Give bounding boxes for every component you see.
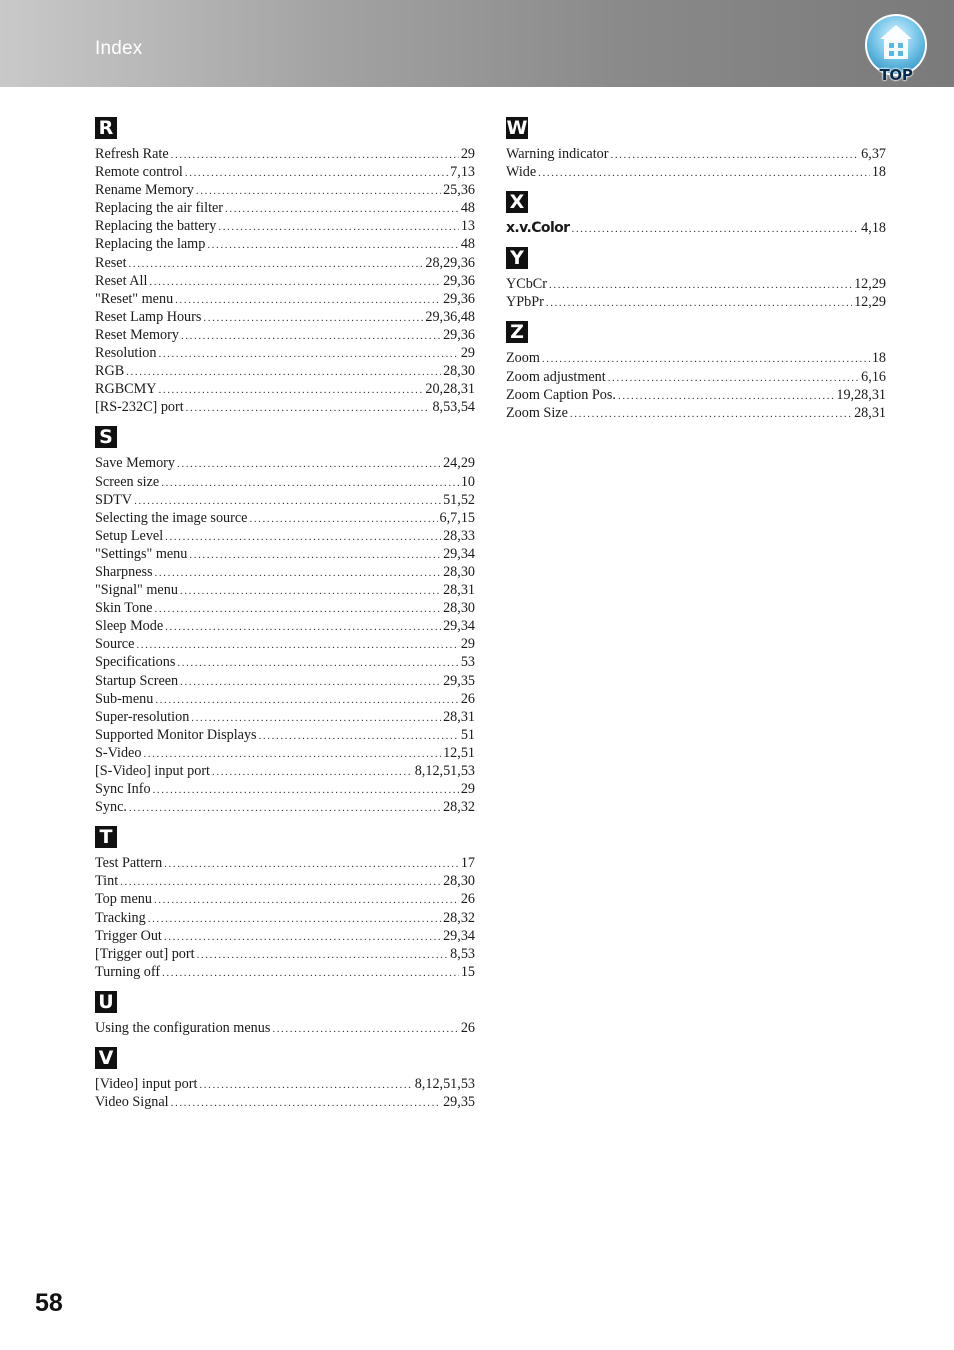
dot-leader <box>203 309 423 327</box>
dot-leader <box>153 781 459 799</box>
entry-term: Test Pattern <box>95 855 163 872</box>
dot-leader <box>164 855 459 873</box>
entry-pages[interactable]: 29,35 <box>443 672 475 689</box>
entry-pages[interactable]: 7,13 <box>450 164 475 181</box>
entry-pages[interactable]: 28,31 <box>443 708 475 725</box>
index-entry[interactable] <box>95 308 475 326</box>
entry-term: YCbCr <box>506 276 547 293</box>
index-column-right <box>506 115 886 430</box>
dot-leader <box>191 709 441 727</box>
index-entry[interactable] <box>95 272 475 290</box>
index-entry[interactable] <box>95 635 475 653</box>
entry-term: Using the configuration menus <box>95 1019 271 1036</box>
entry-pages[interactable]: 25,36 <box>443 182 475 199</box>
entry-term: YPbPr <box>506 294 544 311</box>
entry-pages[interactable]: 28,30 <box>443 363 475 380</box>
dot-leader <box>185 164 448 182</box>
entry-pages[interactable]: 28,30 <box>443 563 475 580</box>
section-letter: T <box>95 826 117 848</box>
entry-pages[interactable]: 18 <box>871 164 886 181</box>
entry-pages[interactable]: 29 <box>460 781 475 798</box>
entry-term: [Video] input port <box>95 1076 198 1093</box>
index-entry[interactable] <box>95 599 475 617</box>
index-entry[interactable] <box>95 872 475 890</box>
entry-term: Skin Tone <box>95 600 153 617</box>
index-entry[interactable] <box>95 344 475 362</box>
entry-term: Wide <box>506 164 537 181</box>
index-section-w <box>506 115 886 181</box>
entry-term: Specifications <box>95 654 176 671</box>
entry-pages[interactable]: 29,35 <box>443 1094 475 1111</box>
index-entry[interactable] <box>506 293 886 311</box>
entry-term: Screen size <box>95 473 160 490</box>
index-entry[interactable] <box>95 545 475 563</box>
index-entry[interactable] <box>506 145 886 163</box>
index-section-y <box>506 245 886 311</box>
entry-pages[interactable]: 53 <box>460 654 475 671</box>
index-entry[interactable] <box>95 927 475 945</box>
entry-pages[interactable]: 26 <box>460 1019 475 1036</box>
entry-pages[interactable]: 29,36,48 <box>425 308 475 325</box>
entry-term: [S-Video] input port <box>95 763 210 779</box>
index-entry[interactable] <box>95 798 475 816</box>
index-column-left <box>95 115 475 1119</box>
entry-pages[interactable]: 8,12,51,53 <box>414 1076 475 1093</box>
index-entry[interactable] <box>95 780 475 798</box>
index-entry[interactable] <box>95 617 475 635</box>
dot-leader <box>154 600 441 618</box>
index-entry[interactable] <box>95 653 475 671</box>
index-entry[interactable] <box>95 744 475 762</box>
section-letter: W <box>506 117 528 139</box>
dot-leader <box>171 146 459 164</box>
entry-term: Replacing the battery <box>95 218 217 235</box>
dot-leader <box>136 636 458 654</box>
dot-leader <box>175 291 441 309</box>
index-entry[interactable] <box>95 527 475 545</box>
index-entry[interactable] <box>95 199 475 217</box>
dot-leader <box>129 799 441 817</box>
dot-leader <box>134 492 441 510</box>
dot-leader <box>618 387 834 405</box>
entry-term: Turning off <box>95 963 161 980</box>
entry-term: Reset Lamp Hours <box>95 308 202 325</box>
entry-pages[interactable]: 29 <box>460 345 475 362</box>
index-entry[interactable] <box>95 362 475 380</box>
entry-pages[interactable]: 28,30 <box>443 873 475 890</box>
section-letter: S <box>95 426 117 448</box>
index-entry[interactable] <box>95 890 475 908</box>
entry-term: Selecting the image source <box>95 509 248 526</box>
entry-pages[interactable]: 29,36 <box>443 290 475 307</box>
dot-leader <box>177 654 458 672</box>
entry-term: RGBCMY <box>95 381 157 398</box>
entry-pages[interactable]: 29,34 <box>443 927 475 944</box>
entry-term: "Reset" menu <box>95 290 174 307</box>
entry-term: Top menu <box>95 891 152 908</box>
dot-leader <box>189 546 441 564</box>
entry-pages[interactable]: 28,32 <box>443 799 475 816</box>
entry-term: Setup Level <box>95 527 164 544</box>
dot-leader <box>162 964 459 982</box>
dot-leader <box>212 763 413 781</box>
dot-leader <box>249 510 437 528</box>
index-entry[interactable] <box>95 473 475 491</box>
dot-leader <box>207 236 458 254</box>
entry-term: [Trigger out] port <box>95 945 195 962</box>
entry-pages[interactable]: 8,12,51,53 <box>414 763 475 779</box>
entry-term: Startup Screen <box>95 672 179 689</box>
entry-term: S-Video <box>95 744 142 761</box>
dot-leader <box>570 405 852 423</box>
entry-term: Reset Memory <box>95 326 179 343</box>
entry-pages[interactable]: 12,29 <box>854 294 886 311</box>
entry-pages[interactable]: 13 <box>460 218 475 235</box>
index-entry[interactable] <box>506 349 886 367</box>
index-entry[interactable] <box>95 491 475 509</box>
entry-term: x.v.Color <box>506 220 570 237</box>
entry-pages[interactable]: 19,28,31 <box>836 386 886 403</box>
entry-pages[interactable]: 29,34 <box>443 545 475 562</box>
index-entry[interactable] <box>95 326 475 344</box>
index-entry[interactable] <box>95 509 475 527</box>
entry-pages[interactable]: 8,53,54 <box>432 399 475 416</box>
index-entry[interactable] <box>95 163 475 181</box>
entry-pages[interactable]: 10 <box>460 473 475 490</box>
dot-leader <box>549 276 852 294</box>
top-button[interactable] <box>862 13 930 85</box>
entry-pages[interactable]: 28,30 <box>443 600 475 617</box>
dot-leader <box>126 363 441 381</box>
entry-pages[interactable]: 48 <box>460 200 475 217</box>
entry-term: Rename Memory <box>95 182 194 199</box>
index-section-t <box>95 824 475 981</box>
entry-pages[interactable]: 15 <box>460 963 475 980</box>
page-number: 58 <box>35 1289 63 1317</box>
dot-leader <box>197 946 449 964</box>
dot-leader <box>171 1094 441 1112</box>
index-entry[interactable] <box>95 708 475 726</box>
dot-leader <box>158 345 458 363</box>
index-entry[interactable] <box>95 398 475 416</box>
dot-leader <box>272 1020 458 1038</box>
top-button-label: TOP <box>879 66 913 84</box>
entry-term: Reset <box>95 254 127 271</box>
index-section-v <box>95 1045 475 1111</box>
dot-leader <box>180 582 441 600</box>
entry-pages[interactable]: 12,29 <box>854 276 886 293</box>
dot-leader <box>120 873 441 891</box>
entry-term: Source <box>95 636 135 653</box>
entry-pages[interactable]: 12,51 <box>443 744 475 761</box>
dot-leader <box>196 182 441 200</box>
index-entry[interactable] <box>95 380 475 398</box>
entry-pages[interactable]: 6,16 <box>861 368 886 385</box>
index-entry[interactable] <box>95 254 475 272</box>
dot-leader <box>180 673 441 691</box>
entry-term: Super-resolution <box>95 708 190 725</box>
section-letter: R <box>95 117 117 139</box>
entry-term: Zoom Size <box>506 404 568 421</box>
index-entry[interactable] <box>95 909 475 927</box>
index-section-s <box>95 424 475 816</box>
index-entry[interactable] <box>95 290 475 308</box>
index-entry[interactable] <box>95 217 475 235</box>
entry-term: Sleep Mode <box>95 618 164 635</box>
index-entry[interactable] <box>95 945 475 963</box>
dot-leader <box>608 369 859 387</box>
page-title: Index <box>95 38 143 59</box>
index-entry[interactable] <box>95 581 475 599</box>
entry-term: "Settings" menu <box>95 545 188 562</box>
dot-leader <box>161 474 459 492</box>
entry-pages[interactable]: 26 <box>460 891 475 908</box>
section-letter: V <box>95 1047 117 1069</box>
index-entry[interactable] <box>506 163 886 181</box>
section-letter: U <box>95 991 117 1013</box>
index-entry[interactable] <box>506 404 886 422</box>
entry-pages[interactable]: 4,18 <box>861 220 886 237</box>
entry-pages[interactable]: 51,52 <box>443 491 475 508</box>
entry-pages[interactable]: 28,31 <box>443 582 475 599</box>
entry-pages[interactable]: 29,36 <box>443 272 475 289</box>
entry-term: Sync. <box>95 799 127 816</box>
entry-pages[interactable]: 29,36 <box>443 326 475 343</box>
entry-term: Warning indicator <box>506 146 609 162</box>
index-entry[interactable] <box>506 386 886 404</box>
dot-leader <box>129 255 424 273</box>
dot-leader <box>199 1076 412 1094</box>
entry-term: "Signal" menu <box>95 582 178 599</box>
entry-pages[interactable]: 6,7,15 <box>439 509 475 526</box>
index-entry[interactable] <box>95 1093 475 1111</box>
entry-pages[interactable]: 29 <box>460 636 475 653</box>
index-entry[interactable] <box>95 181 475 199</box>
index-entry[interactable] <box>506 275 886 293</box>
dot-leader <box>149 273 441 291</box>
entry-pages[interactable]: 24,29 <box>443 455 475 472</box>
entry-term: Refresh Rate <box>95 146 169 162</box>
index-entry[interactable] <box>95 454 475 472</box>
entry-pages[interactable]: 8,53 <box>450 945 475 962</box>
dot-leader <box>154 891 459 909</box>
dot-leader <box>186 399 431 417</box>
index-entry[interactable] <box>95 672 475 690</box>
index-entry[interactable] <box>95 762 475 780</box>
index-entry[interactable] <box>95 563 475 581</box>
entry-term: Resolution <box>95 345 157 362</box>
index-entry[interactable] <box>95 1075 475 1093</box>
index-section-r <box>95 115 475 416</box>
entry-term: Zoom adjustment <box>506 368 606 385</box>
entry-pages[interactable]: 29 <box>460 146 475 162</box>
index-entry[interactable] <box>95 1019 475 1037</box>
section-letter: Y <box>506 247 528 269</box>
entry-term: Video Signal <box>95 1094 169 1111</box>
entry-term: Tint <box>95 873 119 890</box>
dot-leader <box>155 691 458 709</box>
index-entry[interactable] <box>95 235 475 253</box>
index-entry[interactable] <box>95 690 475 708</box>
entry-term: [RS-232C] port <box>95 399 184 416</box>
dot-leader <box>218 218 458 236</box>
entry-pages[interactable]: 28,29,36 <box>425 254 475 271</box>
entry-term: Reset All <box>95 272 148 289</box>
dot-leader <box>165 528 441 546</box>
index-entry[interactable] <box>95 726 475 744</box>
entry-term: Remote control <box>95 164 183 181</box>
section-letter: X <box>506 191 528 213</box>
entry-term: Replacing the lamp <box>95 236 206 253</box>
entry-pages[interactable]: 29,34 <box>443 618 475 635</box>
entry-term: Sharpness <box>95 563 153 580</box>
index-section-z <box>506 319 886 421</box>
entry-pages[interactable]: 6,37 <box>861 146 886 162</box>
entry-pages[interactable]: 48 <box>460 236 475 253</box>
dot-leader <box>610 146 859 164</box>
index-entry[interactable] <box>95 963 475 981</box>
entry-term: Trigger Out <box>95 927 162 944</box>
entry-term: SDTV <box>95 491 133 508</box>
dot-leader <box>571 220 859 238</box>
index-section-u <box>95 989 475 1037</box>
entry-pages[interactable]: 17 <box>460 855 475 872</box>
entry-term: Zoom Caption Pos. <box>506 386 616 403</box>
dot-leader <box>225 200 459 218</box>
index-section-x <box>506 189 886 237</box>
entry-term: Sync Info <box>95 781 151 798</box>
section-letter: Z <box>506 321 528 343</box>
index-entry[interactable] <box>506 219 886 237</box>
entry-pages[interactable]: 28,32 <box>443 909 475 926</box>
entry-term: Tracking <box>95 909 146 926</box>
dot-leader <box>159 381 424 399</box>
entry-term: Zoom <box>506 350 540 367</box>
index-entry[interactable] <box>95 145 475 163</box>
entry-pages[interactable]: 28,33 <box>443 527 475 544</box>
index-entry[interactable] <box>95 854 475 872</box>
entry-term: Supported Monitor Displays <box>95 726 257 743</box>
entry-pages[interactable]: 20,28,31 <box>425 381 475 398</box>
dot-leader <box>181 327 441 345</box>
entry-pages[interactable]: 51 <box>460 726 475 743</box>
dot-leader <box>165 618 441 636</box>
entry-pages[interactable]: 28,31 <box>854 404 886 421</box>
dot-leader <box>542 350 870 368</box>
dot-leader <box>155 564 442 582</box>
dot-leader <box>148 910 441 928</box>
dot-leader <box>259 727 459 745</box>
entry-term: RGB <box>95 363 125 380</box>
entry-term: Save Memory <box>95 455 175 472</box>
dot-leader <box>546 294 852 312</box>
index-entry[interactable] <box>506 368 886 386</box>
entry-pages[interactable]: 18 <box>871 350 886 367</box>
dot-leader <box>177 455 441 473</box>
dot-leader <box>143 745 441 763</box>
dot-leader <box>164 928 441 946</box>
dot-leader <box>538 164 870 182</box>
entry-term: Sub-menu <box>95 690 154 707</box>
page-header <box>0 0 954 87</box>
entry-term: Replacing the air filter <box>95 200 224 217</box>
entry-pages[interactable]: 26 <box>460 690 475 707</box>
